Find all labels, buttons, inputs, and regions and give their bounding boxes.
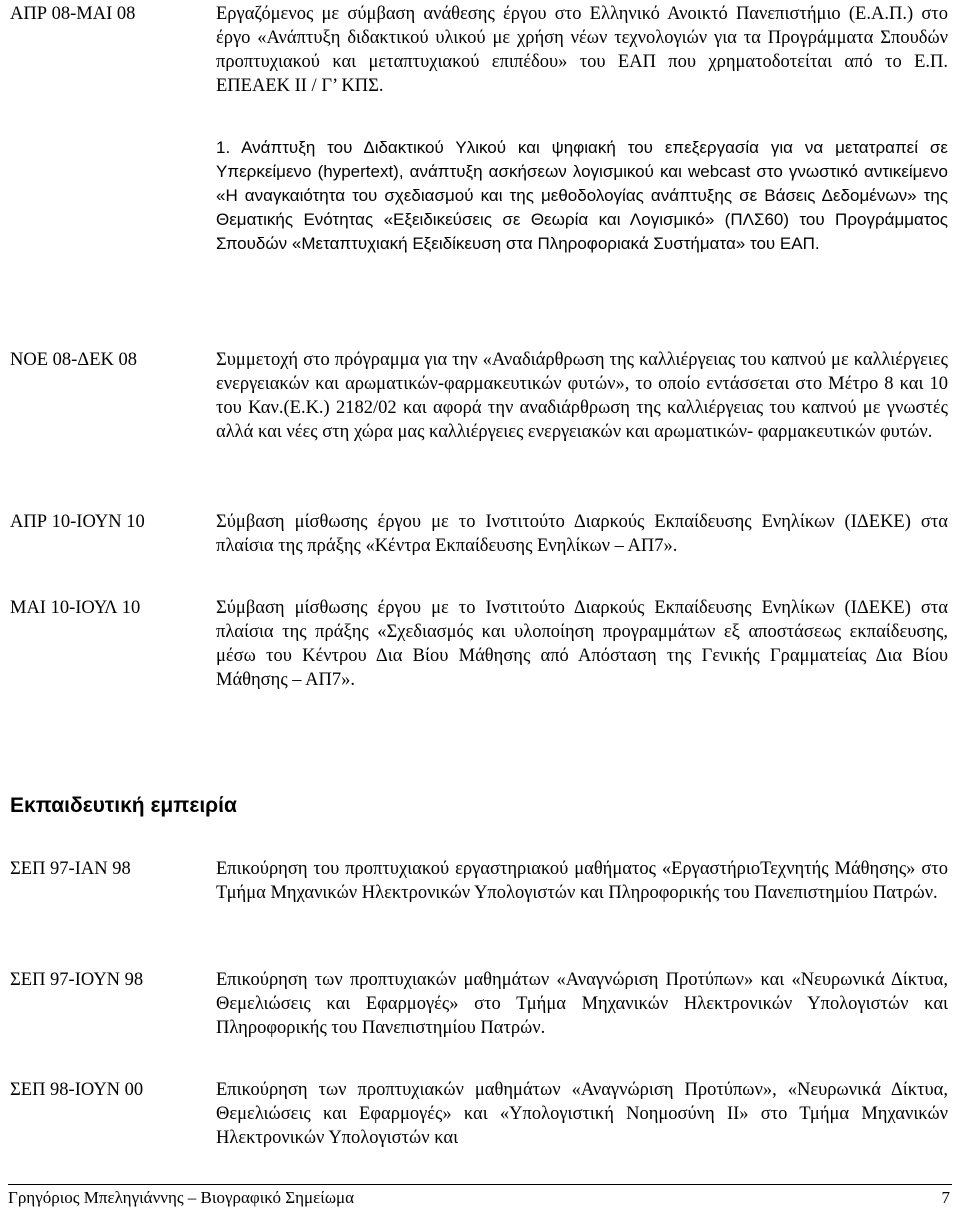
entry-date: ΣΕΠ 97-ΙΑΝ 98 xyxy=(10,859,131,879)
entry-date: ΑΠΡ 10-ΙΟΥΝ 10 xyxy=(10,512,145,532)
entry-description: Συμμετοχή στο πρόγραμμα για την «Αναδιάρθρωση της καλλιέργειας του καπνού με καλλιέργειες ενεργειακών και αρωματικών-φαρμακευτικών φυτών», το οποίο εντάσσεται στο Μέτρο 8 και 10 του Καν.(Ε.Κ.) 2182/02 και αφορά την αναδιάρθρωση της καλλιέργειας του καπνού με γνωστές αλλά και νέες στη χώρα μας καλλιέργειες ενεργειακών και αρωματικών- φαρμακευτικών φυτών. xyxy=(216,350,948,442)
entry-description: Επικούρηση του προπτυχιακού εργαστηριακού μαθήματος «ΕργαστήριοΤεχνητής Μάθησης» στο Τμήμα Μηχανικών Ηλεκτρονικών Υπολογιστών και Πληροφορικής του Πανεπιστημίου Πατρών. xyxy=(216,859,948,903)
entry-date: ΜΑΙ 10-ΙΟΥΛ 10 xyxy=(10,598,141,618)
entry-description: Επικούρηση των προπτυχιακών μαθημάτων «Αναγνώριση Προτύπων», «Νευρωνικά Δίκτυα, Θεμελιώσεις και Εφαρμογές» και «Υπολογιστική Νοημοσύνη ΙΙ» στο Τμήμα Μηχανικών Ηλεκτρονικών Υπολογιστών και xyxy=(216,1080,948,1148)
page-number: 7 xyxy=(941,1188,950,1207)
entry-description: Σύμβαση μίσθωσης έργου με το Ινστιτούτο Διαρκούς Εκπαίδευσης Ενηλίκων (ΙΔΕΚΕ) στα πλαίσια της πράξης «Σχεδιασμός και υλοποίηση προγραμμάτων εξ αποστάσεως εκπαίδευσης, μέσω του Κέντρου Δια Βίου Μάθησης από Απόσταση της Γενικής Γραμματείας Δια Βίου Μάθησης – ΑΠ7». xyxy=(216,598,948,690)
footer-divider xyxy=(8,1184,952,1185)
entry-date: ΝΟΕ 08-ΔΕΚ 08 xyxy=(10,350,137,370)
entry-date: ΣΕΠ 98-ΙΟΥΝ 00 xyxy=(10,1080,144,1100)
entry-date: ΣΕΠ 97-ΙΟΥΝ 98 xyxy=(10,970,144,990)
section-title-teaching: Εκπαιδευτική εμπειρία xyxy=(10,794,237,817)
footer-author-title: Γρηγόριος Μπεληγιάννης – Βιογραφικό Σημείωμα xyxy=(8,1188,355,1207)
entry-description: Επικούρηση των προπτυχιακών μαθημάτων «Αναγνώριση Προτύπων» και «Νευρωνικά Δίκτυα, Θεμελιώσεις και Εφαρμογές» στο Τμήμα Μηχανικών Ηλεκτρονικών Υπολογιστών και Πληροφορικής του Πανεπιστημίου Πατρών. xyxy=(216,970,948,1038)
page-footer xyxy=(0,1184,960,1214)
subitem-text: 1. Ανάπτυξη του Διδακτικού Υλικού και ψηφιακή του επεξεργασία για να μετατραπεί σε Υπερκείμενο (hypertext), ανάπτυξη ασκήσεων λογισμικού και webcast στο γνωστικό αντικείμενο «Η αναγκαιότητα του σχεδιασμού και της μεθοδολογίας ανάπτυξης σε Βάσεις Δεδομένων» της Θεματικής Ενότητας «Εξειδικεύσεις σε Θεωρία και Λογισμικό» (ΠΛΣ60) του Προγράμματος Σπουδών «Μεταπτυχιακή Εξειδίκευση στα Πληροφοριακά Συστήματα» του ΕΑΠ. xyxy=(216,138,948,253)
entry-description: Εργαζόμενος με σύμβαση ανάθεσης έργου στο Ελληνικό Ανοικτό Πανεπιστήμιο (Ε.Α.Π.) στο έργο «Ανάπτυξη διδακτικού υλικού με χρήση νέων τεχνολογιών για τα Προγράμματα Σπουδών προπτυχιακού και μεταπτυχιακού επιπέδου» του ΕΑΠ που χρηματοδοτείται από το Ε.Π. ΕΠΕΑΕΚ ΙΙ / Γ’ ΚΠΣ. xyxy=(216,4,948,96)
entry-description: Σύμβαση μίσθωσης έργου με το Ινστιτούτο Διαρκούς Εκπαίδευσης Ενηλίκων (ΙΔΕΚΕ) στα πλαίσια της πράξης «Κέντρα Εκπαίδευσης Ενηλίκων – ΑΠ7». xyxy=(216,512,948,556)
entry-date: ΑΠΡ 08-ΜΑΙ 08 xyxy=(10,4,136,24)
